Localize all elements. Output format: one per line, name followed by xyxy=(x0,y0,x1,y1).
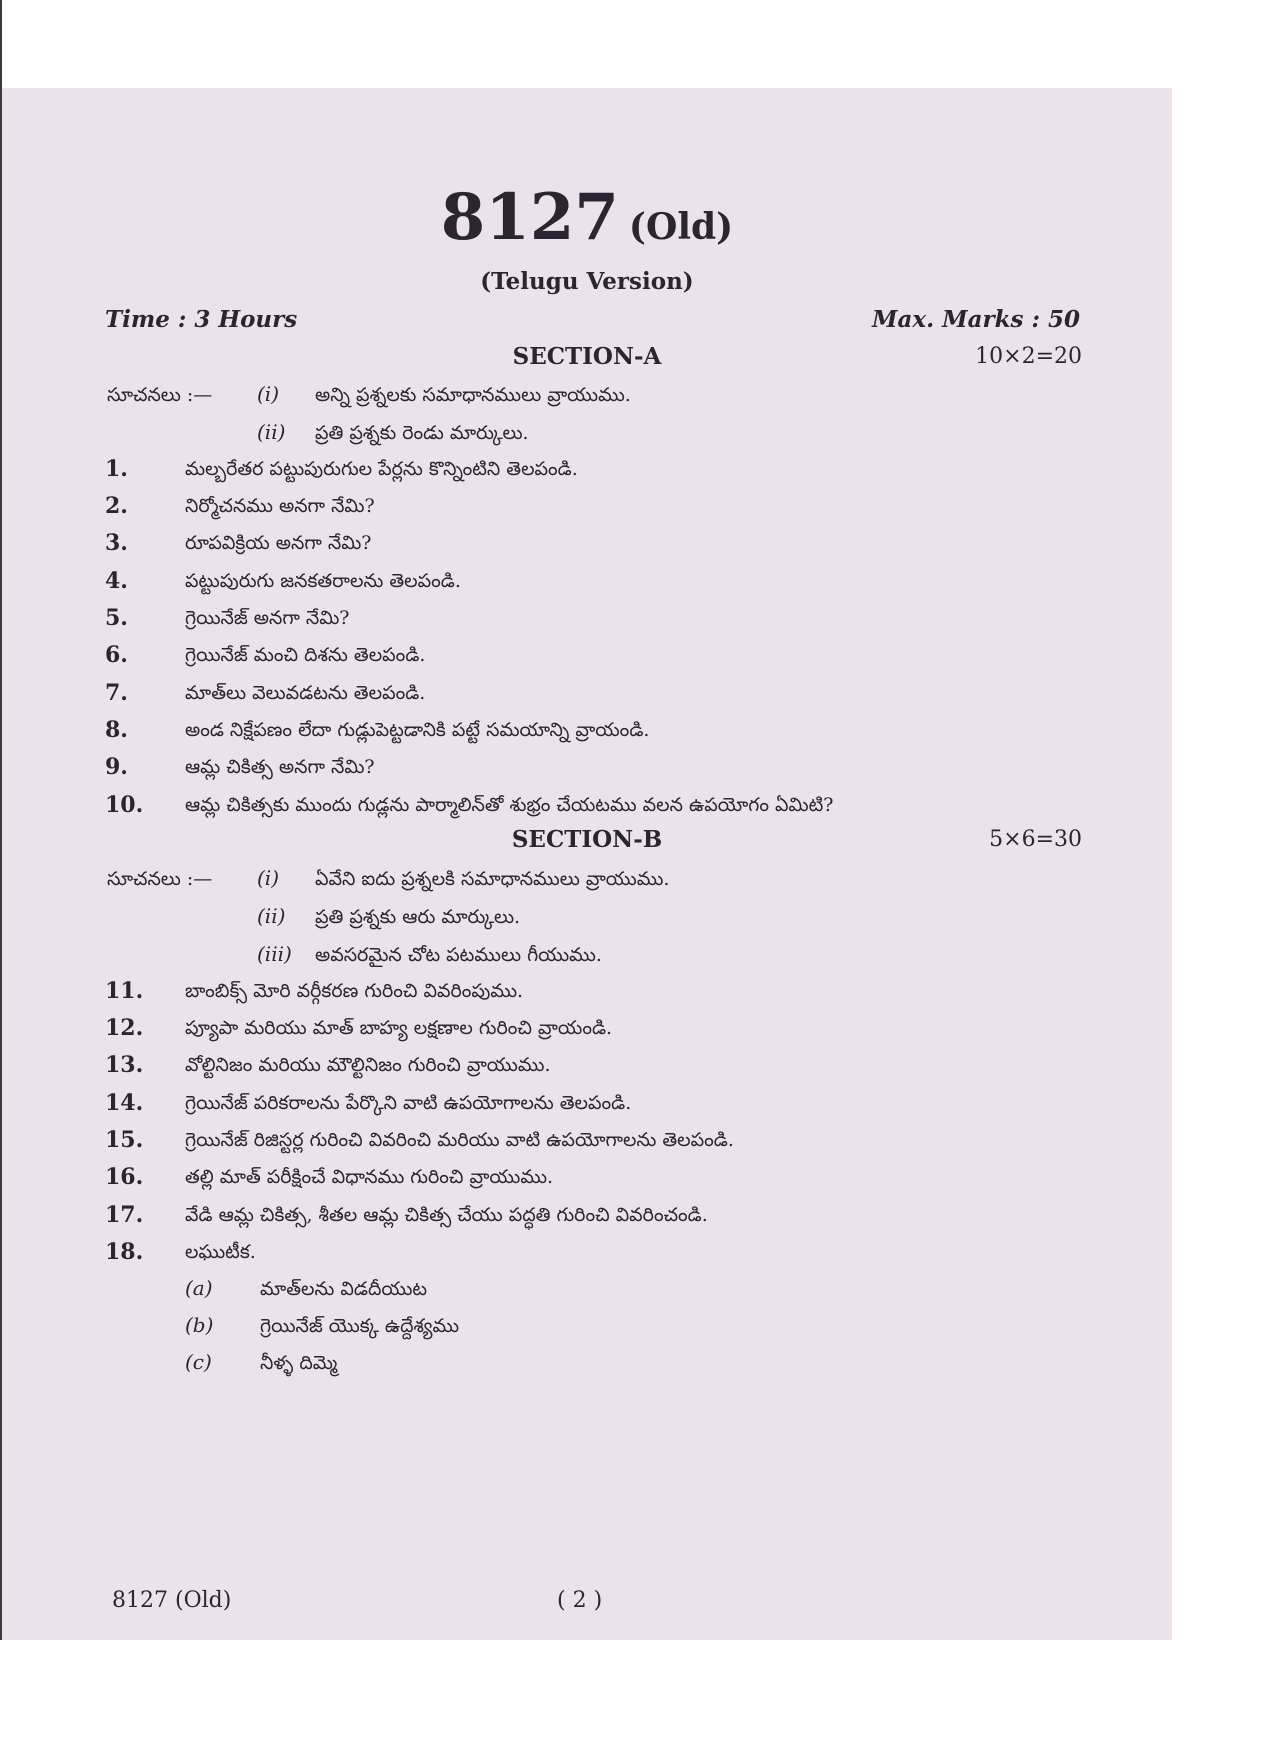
section-b-note-text: అవసరమైన చోట పటములు గీయుము. xyxy=(315,944,602,966)
question-text: గ్రెయినేజ్ రిజిస్టర్ల గురించి వివరించి మరియు వాటి ఉపయోగాలను తెలపండి. xyxy=(185,1129,734,1151)
section-a-marks: 10×2=20 xyxy=(975,344,1082,369)
question-number: 10. xyxy=(105,792,144,818)
paper-variant: (Old) xyxy=(628,206,734,248)
section-a-note-label: సూచనలు :— xyxy=(107,384,213,406)
question-number: 16. xyxy=(105,1164,144,1190)
question-text: రూపవిక్రియ అనగా నేమి? xyxy=(185,532,372,554)
question-number: 18. xyxy=(105,1239,144,1265)
question-text: మాత్‌లు వెలువడటను తెలపండి. xyxy=(185,682,426,704)
footer-paper-ref: 8127 (Old) xyxy=(112,1588,232,1613)
section-a-note-roman: (i) xyxy=(257,382,280,406)
question-text: పట్టుపురుగు జనకతరాలను తెలపండి. xyxy=(185,570,461,592)
sub-item-text: నీళ్ళ దిమ్మె xyxy=(260,1352,338,1374)
max-marks-label: Max. Marks : 50 xyxy=(872,306,1080,333)
paper-code-title xyxy=(2,180,1172,255)
section-a-note-roman: (ii) xyxy=(257,420,286,444)
sub-item-letter: (b) xyxy=(185,1313,214,1337)
question-text: గ్రెయినేజ్ అనగా నేమి? xyxy=(185,607,350,629)
footer-page-number: ( 2 ) xyxy=(557,1588,603,1613)
question-text: వేడి ఆమ్ల చికిత్స, శీతల ఆమ్ల చికిత్స చేయు పద్ధతి గురించి వివరించండి. xyxy=(185,1204,708,1226)
question-number: 3. xyxy=(105,530,128,556)
question-number: 17. xyxy=(105,1202,144,1228)
question-number: 8. xyxy=(105,717,128,743)
question-number: 15. xyxy=(105,1127,144,1153)
sub-item-text: మాత్‌లను విడదీయుట xyxy=(260,1278,428,1300)
question-number: 1. xyxy=(105,456,128,482)
section-b-note-text: ఏవేని ఐదు ప్రశ్నలకి సమాధానములు వ్రాయుము. xyxy=(315,868,670,890)
question-number: 12. xyxy=(105,1015,144,1041)
question-text: నిర్మోచనము అనగా నేమి? xyxy=(185,495,375,517)
section-b-note-roman: (ii) xyxy=(257,904,286,928)
question-text: ఆమ్ల చికిత్స అనగా నేమి? xyxy=(185,756,375,778)
question-number: 13. xyxy=(105,1052,144,1078)
sub-item-letter: (a) xyxy=(185,1276,213,1300)
question-text: అండ నిక్షేపణం లేదా గుడ్లుపెట్టడానికి పట్టే సమయాన్ని వ్రాయండి. xyxy=(185,719,650,741)
question-number: 4. xyxy=(105,568,128,594)
section-a-title: SECTION-A xyxy=(512,343,662,370)
section-a-note-text: అన్ని ప్రశ్నలకు సమాధానములు వ్రాయుము. xyxy=(315,384,631,406)
question-text: వోల్టినిజం మరియు మౌల్టినిజం గురించి వ్రాయుము. xyxy=(185,1054,551,1076)
question-number: 6. xyxy=(105,642,128,668)
question-number: 7. xyxy=(105,680,128,706)
page-edge-line xyxy=(0,0,2,88)
section-b-note-label: సూచనలు :— xyxy=(107,868,213,890)
question-number: 14. xyxy=(105,1090,144,1116)
section-b-marks: 5×6=30 xyxy=(989,827,1082,852)
question-text: ఆమ్ల చికిత్సకు ముందు గుడ్లను పార్మాలిన్‌తో శుభ్రం చేయటము వలన ఉపయోగం ఏమిటి? xyxy=(185,794,834,816)
paper-code: 8127 xyxy=(440,180,619,255)
section-b-note-roman: (i) xyxy=(257,866,280,890)
question-text: మల్బరేతర పట్టుపురుగుల పేర్లను కొన్నింటిని తెలపండి. xyxy=(185,458,578,480)
section-b-note-text: ప్రతి ప్రశ్నకు ఆరు మార్కులు. xyxy=(315,906,521,928)
question-text: ప్యూపా మరియు మాత్ బాహ్య లక్షణాల గురించి వ్రాయండి. xyxy=(185,1017,613,1039)
sub-item-text: గ్రెయినేజ్ యొక్క ఉద్దేశ్యము xyxy=(260,1315,460,1337)
section-a-note-text: ప్రతి ప్రశ్నకు రెండు మార్కులు. xyxy=(315,422,529,444)
question-number: 11. xyxy=(105,978,144,1004)
question-number: 5. xyxy=(105,605,128,631)
question-text: బాంబిక్స్ మోరి వర్గీకరణ గురించి వివరింపుము. xyxy=(185,980,524,1002)
question-text: లఘుటీక. xyxy=(185,1241,256,1263)
exam-page xyxy=(0,88,1172,1640)
version-label: (Telugu Version) xyxy=(480,268,694,295)
time-label: Time : 3 Hours xyxy=(105,306,298,333)
sub-item-letter: (c) xyxy=(185,1350,212,1374)
question-number: 9. xyxy=(105,754,128,780)
question-text: గ్రెయినేజ్ మంచి దిశను తెలపండి. xyxy=(185,644,426,666)
section-b-title: SECTION-B xyxy=(511,826,663,853)
question-number: 2. xyxy=(105,493,128,519)
section-b-note-roman: (iii) xyxy=(257,942,292,966)
question-text: తల్లి మాత్ పరీక్షించే విధానము గురించి వ్రాయుము. xyxy=(185,1166,554,1188)
question-text: గ్రెయినేజ్ పరికరాలను పేర్కొని వాటి ఉపయోగాలను తెలపండి. xyxy=(185,1092,632,1114)
